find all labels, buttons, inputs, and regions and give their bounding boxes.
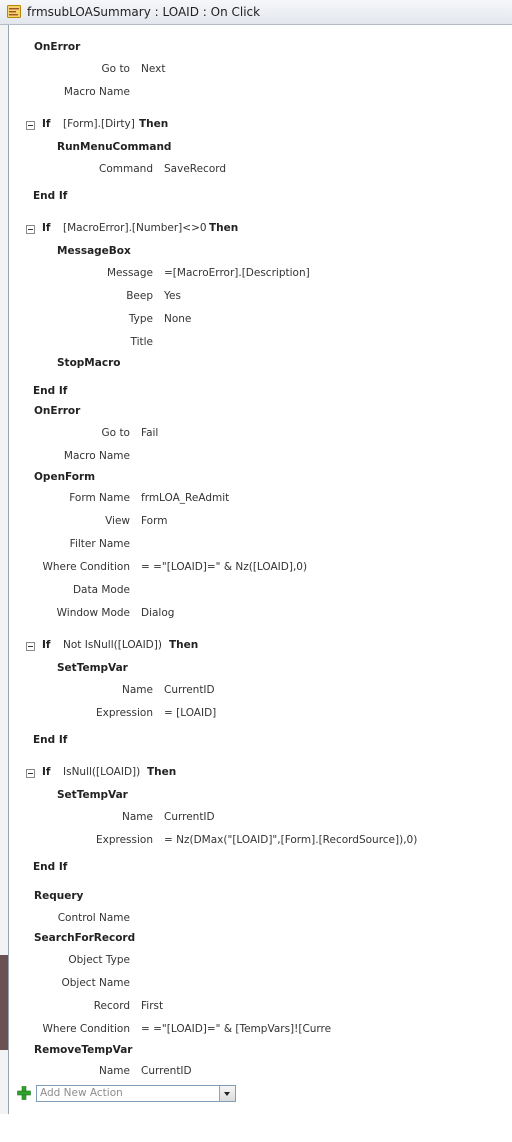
action-removetempvar[interactable]: RemoveTempVar (34, 1044, 133, 1056)
arg-label-name: Name (122, 684, 153, 696)
arg-label-expression: Expression (96, 707, 153, 719)
action-requery[interactable]: Requery (34, 890, 84, 902)
arg-label-where-condition: Where Condition (42, 1023, 130, 1035)
arg-value-where-condition[interactable]: = ="[LOAID]=" & Nz([LOAID],0) (141, 561, 308, 573)
arg-label-macro-name: Macro Name (63, 86, 130, 98)
add-new-action-placeholder: Add New Action (40, 1087, 123, 1099)
add-new-action-select[interactable] (36, 1085, 236, 1102)
arg-label-message: Message (106, 267, 153, 279)
end-if: End If (33, 861, 68, 873)
add-icon[interactable] (17, 1086, 31, 1100)
collapse-icon[interactable] (26, 642, 35, 651)
arg-value-message[interactable]: =[MacroError].[Description] (164, 267, 310, 279)
arg-value-where-condition[interactable]: = ="[LOAID]=" & [TempVars]![Curre (141, 1023, 332, 1035)
end-if: End If (33, 734, 68, 746)
left-edge (0, 25, 9, 1115)
arg-label-beep: Beep (126, 290, 153, 302)
action-settempvar[interactable]: SetTempVar (57, 789, 128, 801)
arg-value-name[interactable]: CurrentID (164, 811, 215, 823)
arg-value-expression[interactable]: = Nz(DMax("[LOAID]",[Form].[RecordSource]),0) (164, 834, 418, 846)
macro-icon (7, 5, 21, 18)
arg-label-record: Record (93, 1000, 130, 1012)
arg-label-name: Name (122, 811, 153, 823)
arg-value-view[interactable]: Form (141, 515, 168, 527)
arg-value-command[interactable]: SaveRecord (164, 163, 227, 175)
if-condition[interactable]: IsNull([LOAID]) (63, 766, 141, 778)
arg-label-command: Command (99, 163, 153, 175)
action-searchforrecord[interactable]: SearchForRecord (34, 932, 136, 944)
arg-label-goto: Go to (101, 63, 130, 75)
if-keyword: If (42, 222, 51, 234)
arg-value-goto[interactable]: Fail (141, 427, 159, 439)
arg-value-form-name[interactable]: frmLOA_ReAdmit (141, 492, 230, 504)
arg-label-window-mode: Window Mode (56, 607, 130, 619)
arg-value-record[interactable]: First (141, 1000, 164, 1012)
action-runmenucommand[interactable]: RunMenuCommand (57, 141, 172, 153)
arg-value-name[interactable]: CurrentID (141, 1065, 192, 1077)
then-keyword: Then (169, 639, 199, 651)
bottom-area (0, 1114, 512, 1142)
then-keyword: Then (147, 766, 177, 778)
then-keyword: Then (209, 222, 239, 234)
if-keyword: If (42, 766, 51, 778)
arg-value-name[interactable]: CurrentID (164, 684, 215, 696)
collapse-icon[interactable] (26, 121, 35, 130)
end-if: End If (33, 385, 68, 397)
if-condition[interactable]: [MacroError].[Number]<>0 (63, 222, 207, 234)
arg-label-title: Title (130, 336, 153, 348)
arg-label-form-name: Form Name (69, 492, 130, 504)
arg-label-view: View (105, 515, 130, 527)
arg-value-goto[interactable]: Next (141, 63, 166, 75)
arg-label-object-type: Object Type (68, 954, 130, 966)
arg-value-beep[interactable]: Yes (164, 290, 181, 302)
if-keyword: If (42, 118, 51, 130)
action-onerror[interactable]: OnError (34, 405, 81, 417)
arg-label-macro-name: Macro Name (63, 450, 130, 462)
action-openform[interactable]: OpenForm (34, 471, 96, 483)
collapse-icon[interactable] (26, 769, 35, 778)
collapse-icon[interactable] (26, 225, 35, 234)
arg-value-type[interactable]: None (164, 313, 192, 325)
arg-value-expression[interactable]: = [LOAID] (164, 707, 217, 719)
action-settempvar[interactable]: SetTempVar (57, 662, 128, 674)
arg-value-window-mode[interactable]: Dialog (141, 607, 175, 619)
if-condition[interactable]: [Form].[Dirty] (63, 118, 135, 130)
if-condition[interactable]: Not IsNull([LOAID]) (63, 639, 162, 651)
arg-label-object-name: Object Name (61, 977, 130, 989)
action-stopmacro[interactable]: StopMacro (57, 357, 121, 369)
action-messagebox[interactable]: MessageBox (57, 245, 131, 257)
left-edge-marker (0, 955, 8, 1050)
end-if: End If (33, 190, 68, 202)
arg-label-control-name: Control Name (57, 912, 130, 924)
if-keyword: If (42, 639, 51, 651)
arg-label-data-mode: Data Mode (72, 584, 130, 596)
arg-label-expression: Expression (96, 834, 153, 846)
arg-label-name: Name (99, 1065, 130, 1077)
window-title: frmsubLOASummary : LOAID : On Click (27, 5, 261, 19)
window-titlebar (0, 0, 512, 25)
arg-label-type: Type (128, 313, 153, 325)
chevron-down-icon[interactable] (219, 1086, 235, 1101)
arg-label-goto: Go to (101, 427, 130, 439)
action-onerror[interactable]: OnError (34, 41, 81, 53)
then-keyword: Then (139, 118, 169, 130)
arg-label-where-condition: Where Condition (42, 561, 130, 573)
arg-label-filter-name: Filter Name (69, 538, 130, 550)
